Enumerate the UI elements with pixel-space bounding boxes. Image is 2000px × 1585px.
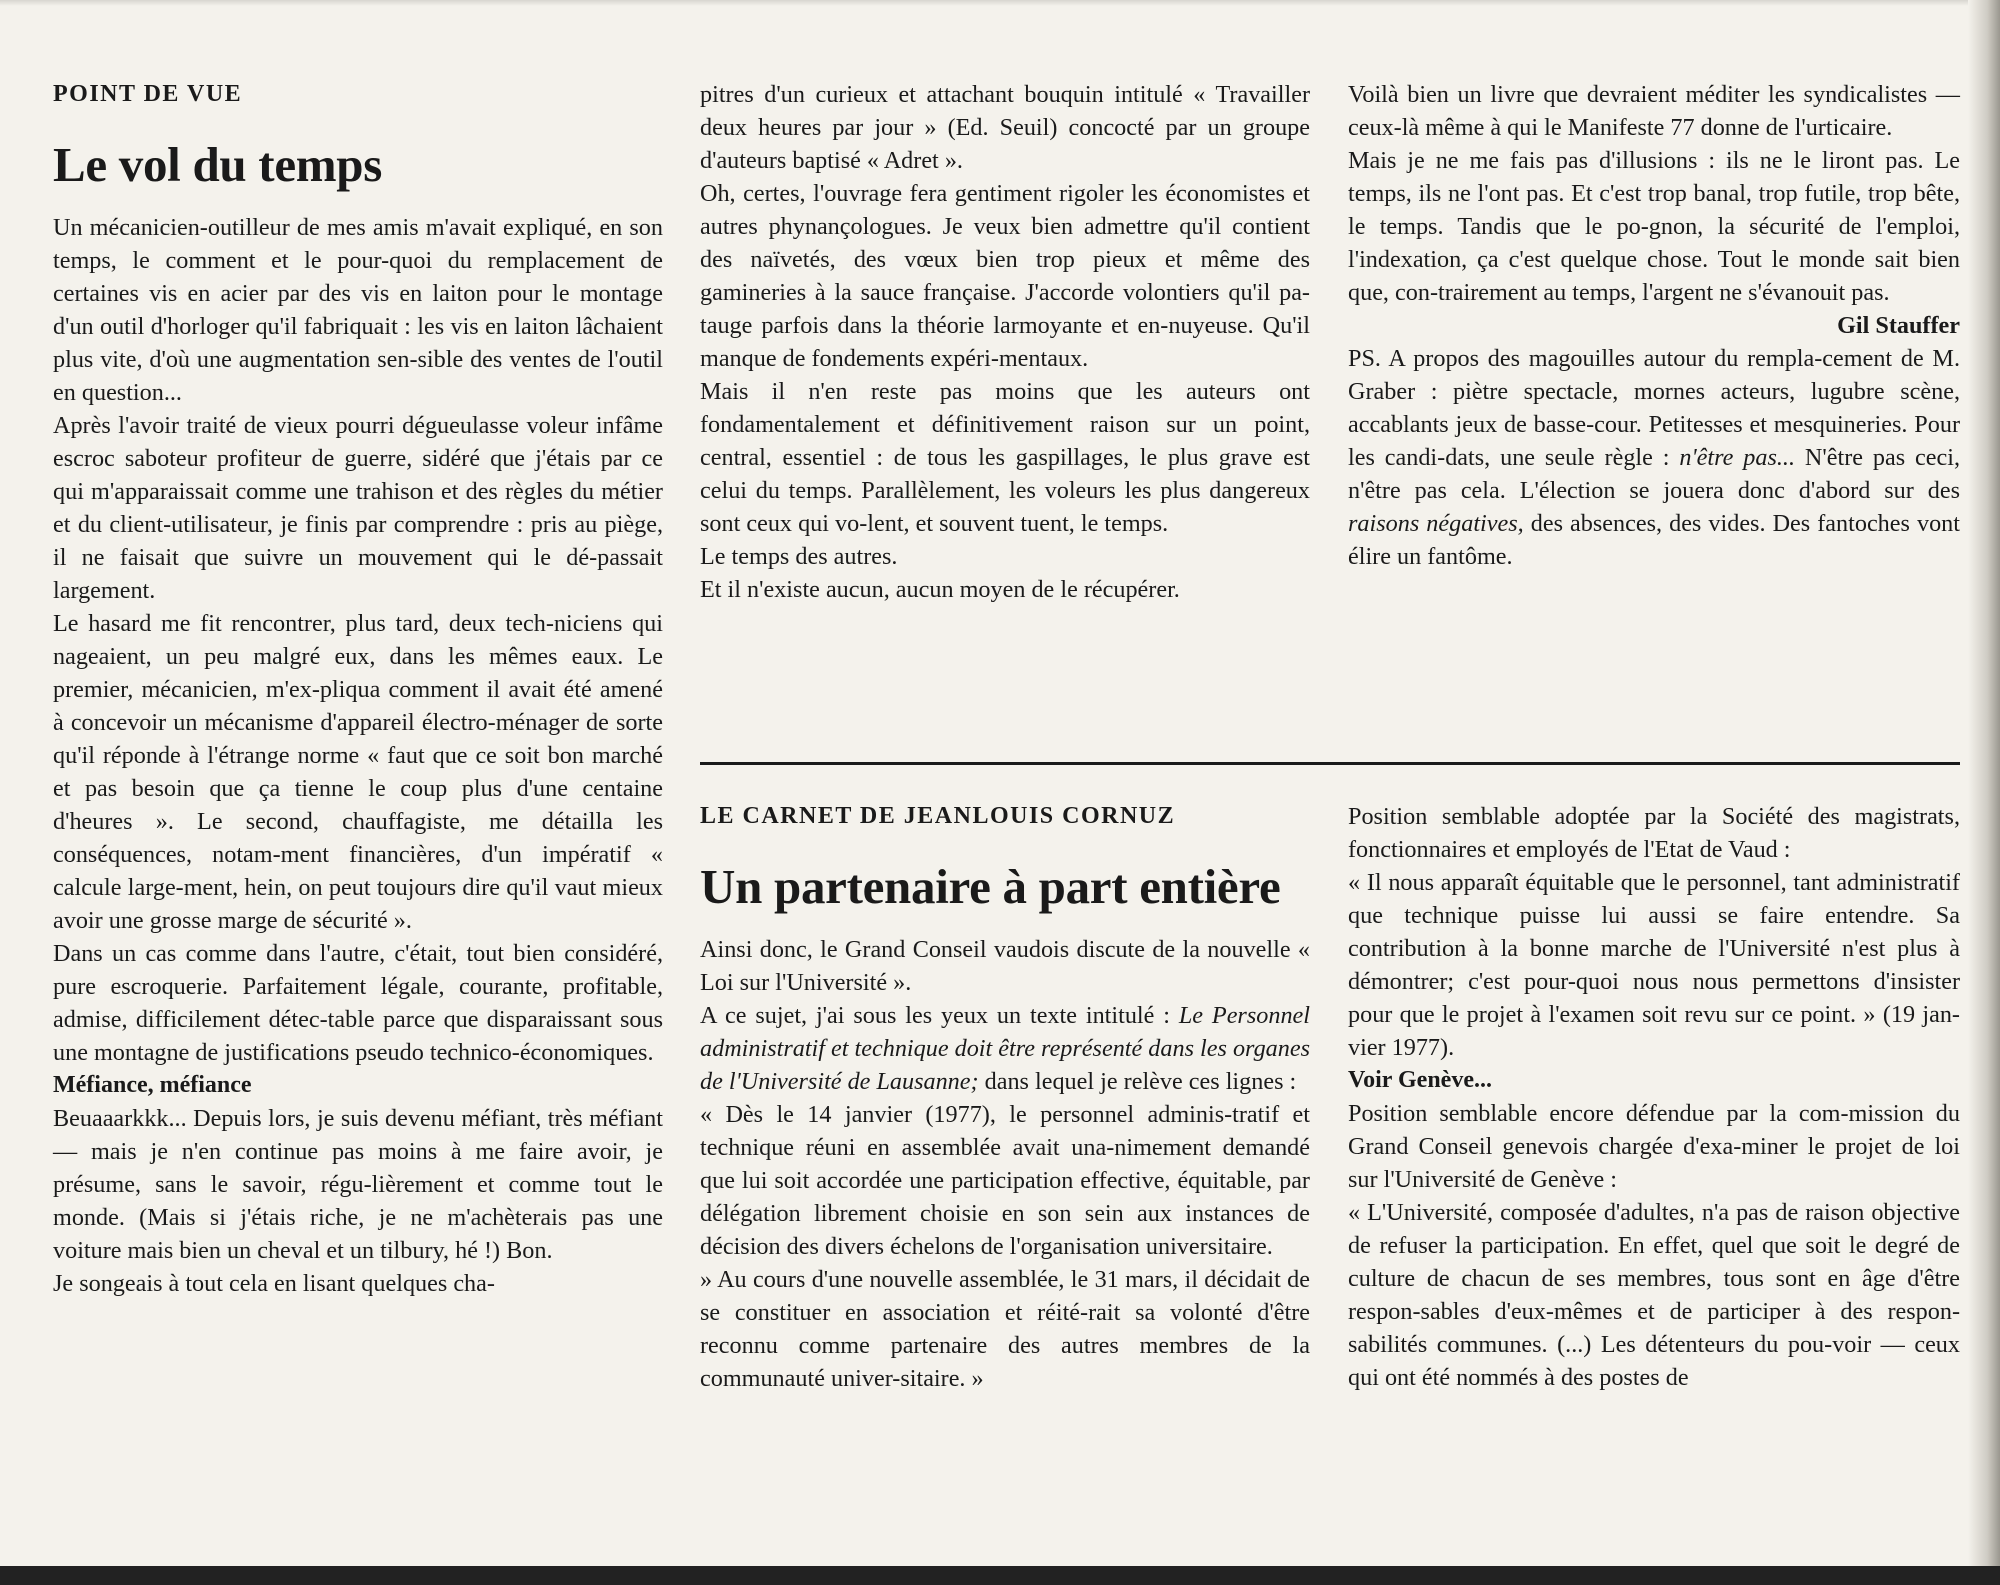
paragraph: Après l'avoir traité de vieux pourri dégueulasse voleur infâme escroc saboteur profiteur de guerre, sidéré que j'étais par ce qui m'apparaissait comme une trahison et des règles du métier et du client-utilisateur, je finis par comprendre : pris au piège, il ne faisait que suivre un mouvement qui le dé-passait largement.	[53, 412, 663, 604]
page-right-edge	[1968, 0, 2000, 1566]
section-divider-rule	[700, 762, 1960, 765]
paragraph: Dans un cas comme dans l'autre, c'était, tout bien considéré, pure escroquerie. Parfaitement légale, courante, profitable, admise, difficilement détec-table parce que disparaissant sous une montagne de justifications pseudo technico-économiques.	[53, 940, 663, 1066]
page-top-edge	[0, 0, 2000, 6]
article1-kicker: POINT DE VUE	[53, 81, 243, 107]
paragraph: Le hasard me fit rencontrer, plus tard, deux tech-niciens qui nageaient, un peu malgré eux, dans les mêmes eaux. Le premier, mécanicien, m'ex-pliqua comment il avait été amené à concevoir un mécanisme d'appareil électro-ménager de sorte qu'il réponde à l'étrange norme « faut que ce soit bon marché et pas besoin que ça tienne le coup plus d'une centaine d'heures ». Le second, chauffagiste, me détailla les conséquences, notam-ment financières, d'un impératif « calcule large-ment, hein, on peut toujours dire qu'il vaut mieux avoir une grosse marge de sécurité ».	[53, 610, 663, 934]
article1-signature: Gil Stauffer	[1837, 312, 1960, 339]
article2-subhead: Voir Genève...	[1348, 1067, 1492, 1093]
postscript	[1348, 342, 1960, 573]
paragraph: Oh, certes, l'ouvrage fera gentiment rigoler les économistes et autres phynançologues. Je veux bien admettre qu'il contient des naïvetés, des vœux bien trop pieux et même des gamineries à la sauce française. J'accorde volontiers qu'il pa-tauge parfois dans la théorie larmoyante et en-nuyeuse. Qu'il manque de fondements expéri-mentaux.	[700, 180, 1310, 372]
postscript-text: PS. A propos des magouilles autour du rempla-cement de M. Graber : piètre spectacle, mornes acteurs, lugubre scène, accablants jeux de basse-cour. Petitesses et mesquineries. Pour les candi-dats, une seule règle :	[1348, 345, 1960, 471]
paragraph: Et il n'existe aucun, aucun moyen de le récupérer.	[700, 576, 1180, 603]
article2-title: Un partenaire à part entière	[700, 859, 1281, 914]
paragraph: « L'Université, composée d'adultes, n'a pas de raison objective de refuser la participation. En effet, quel que soit le degré de culture de chacun de ses membres, tous sont en âge d'être respon-sables d'eux-mêmes et de participer à des respon-sabilités communes. (...) Les détenteurs du pou-voir — ceux qui ont été nommés à des postes de	[1348, 1199, 1960, 1391]
paragraph: Un mécanicien-outilleur de mes amis m'avait expliqué, en son temps, le comment et le pour-quoi du remplacement de certaines vis en acier par des vis en laiton pour le montage d'un outil d'horloger qu'il fabriquait : les vis en laiton lâchaient plus vite, d'où une augmentation sen-sible des ventes de l'outil en question...	[53, 214, 663, 406]
article1-column-3	[1348, 78, 1960, 573]
article2-column-2	[1348, 800, 1960, 1394]
paragraph: » Au cours d'une nouvelle assemblée, le 31 mars, il décidait de se constituer en association et réité-rait sa volonté d'être reconnu comme partenaire des autres membres de la communauté univer-sitaire. »	[700, 1266, 1310, 1392]
postscript-emphasis: raisons négatives,	[1348, 510, 1524, 537]
paragraph: Ainsi donc, le Grand Conseil vaudois discute de la nouvelle « Loi sur l'Université ».	[700, 936, 1310, 996]
paragraph: Position semblable encore défendue par la com-mission du Grand Conseil genevois chargée d'exa-miner le projet de loi sur l'Université de Genève :	[1348, 1100, 1960, 1193]
paragraph: « Dès le 14 janvier (1977), le personnel adminis-tratif et technique réuni en assemblée avait una-nimement demandé que lui soit accordée une participation effective, équitable, par délégation librement choisie en son sein aux instances de décision des divers échelons de l'organisation universitaire.	[700, 1101, 1310, 1260]
article1-subhead: Méfiance, méfiance	[53, 1072, 252, 1098]
paragraph: Position semblable adoptée par la Société des magistrats, fonctionnaires et employés de l'Etat de Vaud :	[1348, 803, 1960, 863]
article1-column-1	[53, 78, 663, 1300]
postscript-text: N'être pas ceci, n'être pas cela. L'élection se jouera donc d'abord sur des	[1348, 444, 1960, 504]
postscript-text: des absences, des vides. Des fantoches vont élire un fantôme.	[1348, 510, 1960, 570]
paragraph: Mais je ne me fais pas d'illusions : ils ne le liront pas. Le temps, ils ne l'ont pas. Et c'est trop banal, trop futile, trop bête, le temps. Tandis que le po-gnon, la sécurité de l'emploi, l'indexation, ça c'est quelque chose. Tout le monde sait bien que, con-trairement au temps, l'argent ne s'évanouit pas.	[1348, 147, 1960, 306]
paragraph: Mais il n'en reste pas moins que les auteurs ont fondamentalement et définitivement raison sur un point, central, essentiel : de tous les gaspillages, le plus grave est celui du temps. Parallèlement, les voleurs les plus dangereux sont ceux qui vo-lent, et souvent tuent, le temps.	[700, 378, 1310, 537]
paragraph	[700, 999, 1310, 1098]
postscript-emphasis: n'être pas...	[1679, 444, 1796, 471]
article1-title: Le vol du temps	[53, 137, 383, 192]
article2-kicker: LE CARNET DE JEANLOUIS CORNUZ	[700, 803, 1176, 829]
article2-column-1	[700, 800, 1310, 1395]
paragraph: Je songeais à tout cela en lisant quelques cha-	[53, 1270, 495, 1297]
paragraph-text: A ce sujet, j'ai sous les yeux un texte intitulé :	[700, 1002, 1179, 1029]
paragraph: Voilà bien un livre que devraient méditer les syndicalistes — ceux-là même à qui le Manifeste 77 donne de l'urticaire.	[1348, 81, 1960, 141]
cited-title: Le Personnel administratif et technique doit être représenté dans les organes de l'Université de Lausanne;	[700, 1002, 1310, 1095]
page-bottom-edge	[0, 1566, 2000, 1585]
paragraph: Le temps des autres.	[700, 543, 898, 570]
paragraph: pitres d'un curieux et attachant bouquin intitulé « Travailler deux heures par jour » (Ed. Seuil) concocté par un groupe d'auteurs baptisé « Adret ».	[700, 81, 1310, 174]
paragraph: Beuaaarkkk... Depuis lors, je suis devenu méfiant, très méfiant — mais je n'en continue pas moins à me faire avoir, je présume, sans le savoir, régu-lièrement et comme tout le monde. (Mais si j'étais riche, je ne m'achèterais pas une voiture mais bien un cheval et un tilbury, hé !) Bon.	[53, 1105, 663, 1264]
paragraph-text: dans lequel je relève ces lignes :	[978, 1068, 1297, 1095]
article1-column-2	[700, 78, 1310, 606]
paragraph: « Il nous apparaît équitable que le personnel, tant administratif que technique puisse lui aussi se faire entendre. Sa contribution à la bonne marche de l'Université n'est plus à démontrer; c'est pour-quoi nous nous permettons d'insister pour que le projet à l'examen soit revu sur ce point. » (19 jan-vier 1977).	[1348, 869, 1960, 1061]
